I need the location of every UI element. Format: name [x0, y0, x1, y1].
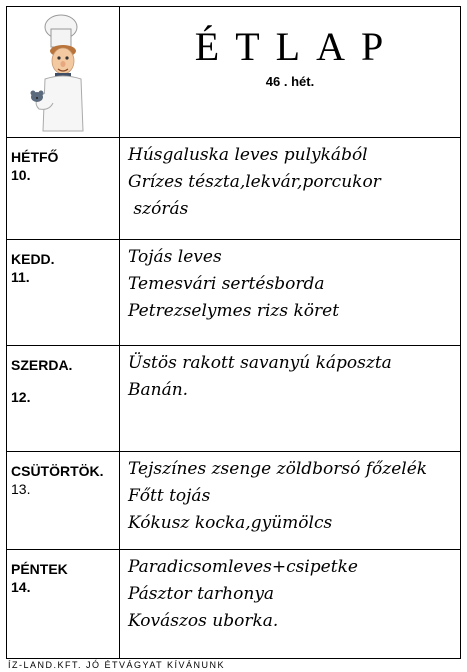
dish-list [120, 138, 461, 240]
menu-title: ÉTLAP [194, 24, 400, 69]
day-cell [7, 138, 120, 240]
header-row [7, 7, 461, 138]
dish-item: Kovászos uborka. [128, 611, 279, 631]
day-name: PÉNTEK [11, 561, 68, 577]
dish-item: Tojás leves [128, 247, 222, 267]
week-number: 46 . hét. [265, 74, 315, 89]
dish-list [120, 550, 461, 659]
day-cell [7, 452, 120, 550]
day-cell [7, 240, 120, 346]
day-cell [7, 346, 120, 452]
day-row [7, 346, 461, 452]
menu-table [6, 6, 461, 659]
chef-icon [17, 13, 107, 133]
dish-item: Temesvári sertésborda [128, 274, 325, 294]
dish-item: Kókusz kocka,gyümölcs [128, 513, 333, 533]
footer-text: ÍZ-LAND.KFT. JÓ ÉTVÁGYAT KÍVÁNUNK [8, 660, 226, 670]
day-row [7, 240, 461, 346]
day-date: 12. [11, 389, 31, 405]
day-row [7, 452, 461, 550]
chef-image-cell [7, 7, 120, 138]
day-name: KEDD. [11, 251, 55, 267]
dish-list [120, 346, 461, 452]
dish-item: Pásztor tarhonya [128, 584, 275, 604]
day-cell [7, 550, 120, 659]
day-row [7, 550, 461, 659]
dish-item: szórás [128, 199, 189, 219]
chef-illustration [7, 7, 119, 137]
dish-item: Főtt tojás [128, 486, 211, 506]
dish-item: Grízes tészta,lekvár,porcukor [128, 172, 381, 192]
dish-item: Üstös rakott savanyú káposzta [128, 353, 392, 373]
dish-item: Paradicsomleves+csipetke [128, 557, 358, 577]
dish-item: Petrezselymes rizs köret [128, 301, 340, 321]
day-date: 11. [11, 269, 30, 285]
day-date: 10. [11, 167, 31, 183]
day-name: CSÜTÖRTÖK. [11, 463, 104, 479]
dish-item: Tejszínes zsenge zöldborsó főzelék [128, 459, 428, 479]
day-date: 13. [11, 481, 31, 497]
day-row [7, 138, 461, 240]
dish-item: Húsgaluska leves pulykából [128, 145, 368, 165]
day-name: SZERDA. [11, 357, 73, 373]
day-name: HÉTFŐ [11, 149, 59, 165]
day-date: 14. [11, 579, 31, 595]
dish-item: Banán. [128, 380, 189, 400]
title-cell [120, 7, 461, 138]
dish-list [120, 240, 461, 346]
dish-list [120, 452, 461, 550]
